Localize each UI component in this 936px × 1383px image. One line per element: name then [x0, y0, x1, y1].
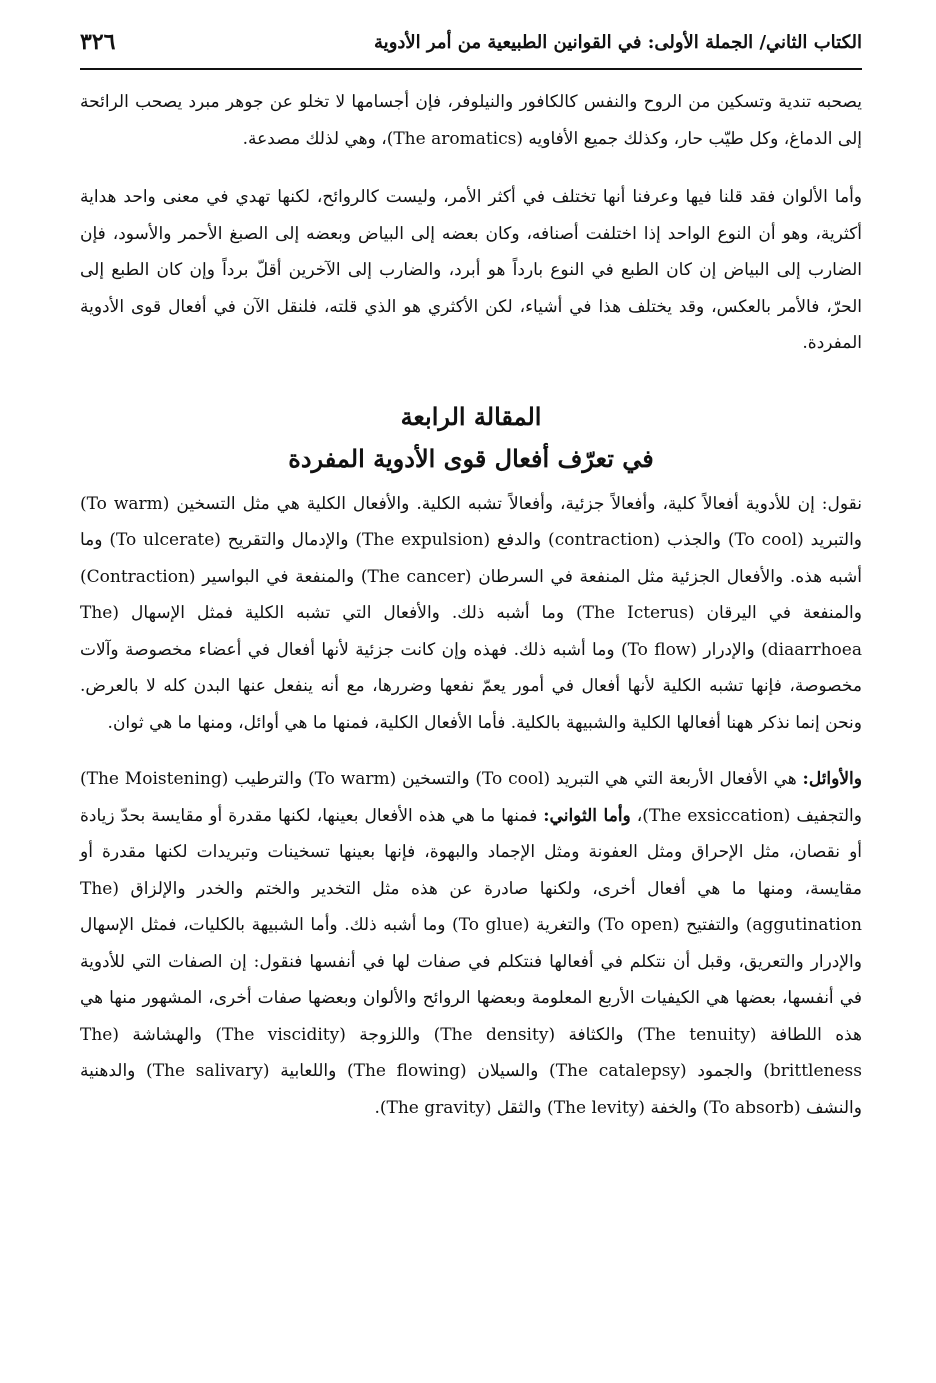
- body-paragraph-2-part-1: هي الأفعال الأربعة التي هي التبريد (To cool) والتسخين (To warm) والترطيب (The Moistening) والتجفيف (The exsiccation)،: [80, 769, 862, 826]
- chapter-subtitle: في تعرّف أفعال قوى الأدوية المفردة: [288, 443, 654, 473]
- paragraph-gap: [80, 741, 862, 761]
- intro-paragraph-2: وأما الألوان فقد قلنا فيها وعرفنا أنها تختلف في أكثر الأمر، وليست كالروائح، لكنها تهدي في معنى واحد هداية أكثرية، وهو أن النوع الواحد إذا اختلفت أصنافه، وكان بعضه إلى البياض وبعضه إلى الصبغ الأحمر والأسود، فإن الضارب إلى البياض إن كان الطبع في النوع بارداً هو أبرد، والضارب إلى الآخرين أقلّ برداً وإن كان الطبع إلى الحرّ، فالأمر بالعكس، وقد يختلف هذا في أشياء، لكن الأكثري هو الذي قلته، فلنقل الآن في أفعال قوى الأدوية المفردة.: [80, 187, 862, 353]
- term-awail: والأوائل:: [802, 769, 862, 789]
- term-thawani: وأما الثواني:: [543, 805, 631, 826]
- body-paragraph-2-part-2: فمنها ما هي هذه الأفعال بعينها، لكنها مقدرة أو مقايسة بحدّ زيادة أو نقصان، مثل الإحراق ومثل العفونة ومثل الإجماد والبهوة، فإنها بعينها تسخينات وتبريدات لكنها مقدرة أو مقايسة، ومنها ما هي أفعال أخرى، ولكنها صادرة عن هذه مثل التخدير والختم والخدر والإلزاق (The aggutination) والتفتيح (To open) والتغرية (To glue) وما أشبه ذلك. وأما الشبيهة بالكليات، فمثل الإسهال والإدرار والتعريق، وقبل أن نتكلم في أفعالها فنتكلم في صفات لها في أنفسها فنقول: إن الصفات التي للأدوية في أنفسها، بعضها هي الكيفيات الأربع المعلومة وبعضها الروائح والألوان وبعضها صفات أخرى، المشهور منها هي هذه اللطافة (The tenuity) والكثافة (The density) واللزوجة (The viscidity) والهشاشة (The brittleness) والجمود (The catalepsy) والسيلان (The flowing) واللعابية (The salivary) والدهنية والنشف (To absorb) والخفة (The levity) والثقل (The gravity).: [80, 805, 862, 1118]
- chapter-title: المقالة الرابعة: [400, 401, 542, 431]
- body-paragraph-1: نقول: إن للأدوية أفعالاً كلية، وأفعالاً جزئية، وأفعالاً تشبه الكلية. والأفعال الكلية هي مثل التسخين (To warm) والتبريد (To cool) والجذب (contraction) والدفع (The expulsion) والإدمال والتقريح (To ulcerate) وما أشبه هذه. والأفعال الجزئية مثل المنفعة في السرطان (The cancer) والمنفعة في البواسير (Contraction) والمنفعة في اليرقان (The Icterus) وما أشبه ذلك. والأفعال التي تشبه الكلية فمثل الإسهال (The diaarrhoea) والإدرار (To flow) وما أشبه ذلك. فهذه وإن كانت جزئية لأنها أفعال في أعضاء مخصوصة وآلات مخصوصة، فإنها تشبه الكلية لأنها أفعال في أمور يعمّ نفعها وضررها، مع أنه ينفعل عنها البدن كله لا بالعرض. ونحن إنما نذكر ههنا أفعالها الكلية والشبيهة بالكلية. فأما الأفعال الكلية، فمنها ما هي أوائل، ومنها ما هي ثوان.: [80, 493, 862, 733]
- intro-paragraph-1: يصحبه تندية وتسكين من الروح والنفس كالكافور والنيلوفر، فإن أجسامها لا تخلو عن جوهر مبرد يصحب الرائحة إلى الدماغ، وكل طيّب حار، وكذلك جميع الأفاويه (The aromatics)، وهي لذلك مصدعة.: [80, 92, 862, 149]
- body-paragraph-2: [80, 761, 862, 1126]
- paragraph-gap: [80, 157, 862, 179]
- chapter-heading: [80, 396, 862, 480]
- header-rule: [80, 68, 862, 70]
- running-title: الكتاب الثاني/ الجملة الأولى: في القوانين الطبيعية من أمر الأدوية: [374, 31, 862, 53]
- book-page: [80, 22, 862, 1126]
- page-header: [80, 22, 862, 62]
- page-number: ٣٢٦: [80, 29, 116, 55]
